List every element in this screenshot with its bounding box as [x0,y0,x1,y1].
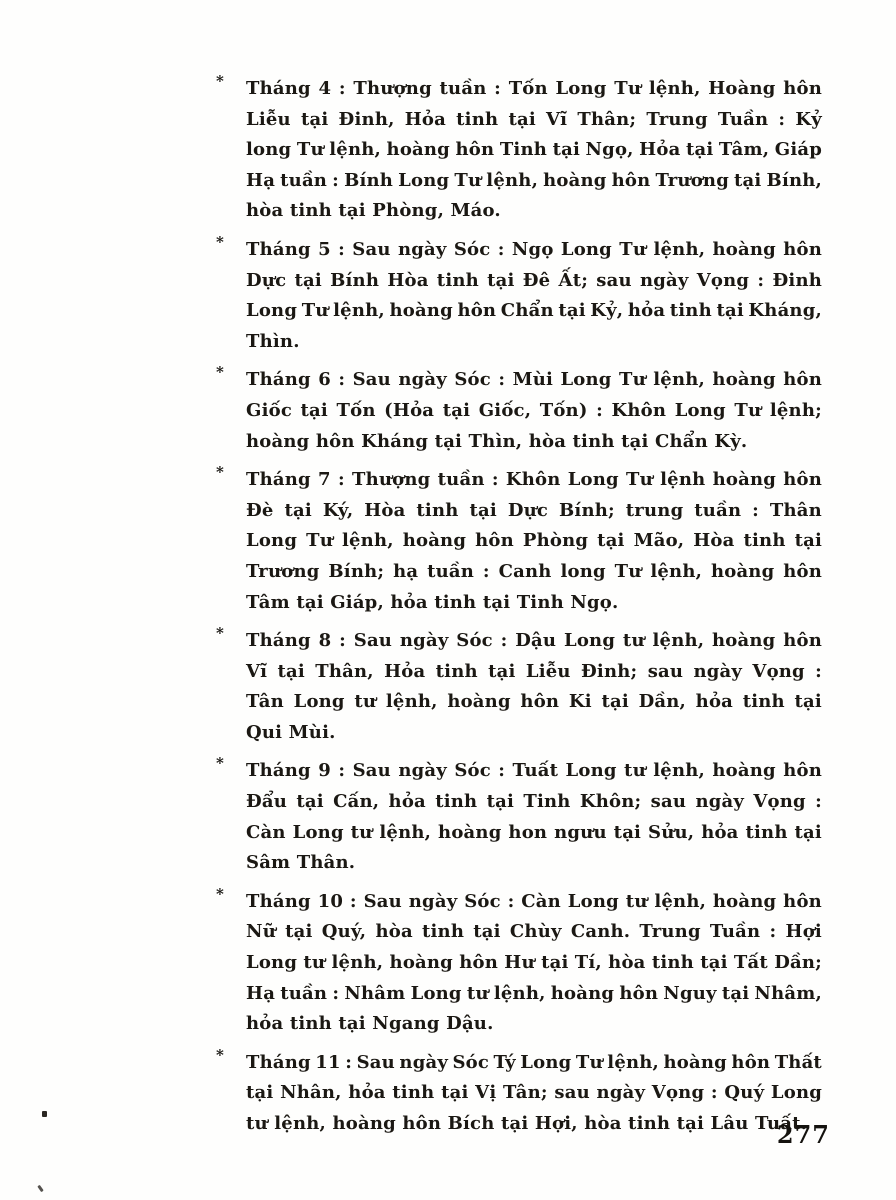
text-line [246,105,822,136]
text-line-content: Qui Mùi. [246,721,336,743]
text-line [246,756,822,787]
text-line-content: Sâm Thân. [246,852,356,874]
asterisk-bullet-icon: * [216,463,224,482]
text-line-content: Long tư lệnh, hoàng hôn Hư tại Tí, hòa tinh tại Tất Dần; [246,952,822,974]
text-line-content: Hạ tuần : Nhâm Long tư lệnh, hoàng hôn Nguy tại Nhâm, [246,982,822,1004]
text-line-content: Tháng 4 : Thượng tuần : Tốn Long Tư lệnh, Hoàng hôn [246,78,823,99]
page-content [216,72,823,1148]
text-line-content: Tháng 6 : Sau ngày Sóc : Mùi Long Tư lệnh, hoàng hôn [246,369,823,391]
text-line [246,74,822,105]
text-line [246,787,822,818]
bulleted-paragraph [216,463,823,618]
text-line [246,1109,822,1140]
text-line [246,626,822,657]
asterisk-bullet-icon: * [216,232,224,251]
bulleted-paragraph [216,1045,823,1140]
text-line [246,887,822,918]
text-line-content: Long Tư lệnh, hoàng hôn Chẩn tại Kỷ, hỏa tinh tại Kháng, [246,300,822,322]
text-line [246,135,822,166]
text-line [246,718,822,749]
text-line-content: Càn Long tư lệnh, hoàng hon ngưu tại Sửu, hỏa tinh tại [246,821,822,843]
text-line [246,496,822,527]
scan-speck [42,1111,47,1117]
text-line-content: Tháng 11 : Sau ngày Sóc Tý Long Tư lệnh, hoàng hôn Thất [246,1051,822,1073]
text-line-content: Tháng 8 : Sau ngày Sóc : Dậu Long tư lệnh, hoàng hôn [246,630,823,652]
bulleted-paragraph [216,754,822,878]
text-line-content: hòa tinh tại Phòng, Máo. [246,200,501,222]
text-line [246,396,822,427]
text-line [246,588,822,619]
text-line [246,327,822,358]
bulleted-paragraph [216,72,823,227]
text-line [246,557,822,588]
text-line-content: Tháng 10 : Sau ngày Sóc : Càn Long tư lệnh, hoàng hôn [246,890,822,912]
bulleted-paragraph [216,232,823,357]
text-line-content: Nữ tại Quý, hòa tinh tại Chùy Canh. Trung Tuần : Hợi [246,921,822,943]
text-line [246,917,822,948]
page-number: 277 [776,1120,830,1149]
scan-speck [37,1185,43,1192]
text-line-content: Đè tại Ký, Hòa tinh tại Dực Bính; trung tuần : Thân [246,499,822,521]
asterisk-bullet-icon: * [216,363,224,382]
text-line-content: Vĩ tại Thân, Hỏa tinh tại Liễu Đinh; sau ngày Vọng : [246,660,823,682]
text-line-content: Hạ tuần : Bính Long Tư lệnh, hoàng hôn Trương tại Bính, [246,169,823,191]
text-line-content: tư lệnh, hoàng hôn Bích tại Hợi, hòa tinh tại Lâu Tuất. [246,1113,808,1134]
text-line [246,235,822,266]
text-line [246,848,822,879]
text-line-content: hỏa tinh tại Ngang Dậu. [246,1013,494,1035]
text-line [246,1078,822,1109]
asterisk-bullet-icon: * [216,624,224,643]
text-line-content: Liễu tại Đinh, Hỏa tinh tại Vĩ Thân; Trung Tuần : Kỷ [246,108,822,130]
text-line [246,465,822,496]
text-line-content: tại Nhân, hỏa tinh tại Vị Tân; sau ngày Vọng : Quý Long [246,1082,823,1104]
text-line [246,166,822,197]
bulleted-paragraph [216,363,823,457]
text-line-content: Tâm tại Giáp, hỏa tinh tại Tinh Ngọ. [246,591,619,613]
text-line-content: Tân Long tư lệnh, hoàng hôn Ki tại Dần, hỏa tinh tại [246,691,822,713]
text-line [246,266,822,297]
asterisk-bullet-icon: * [216,754,224,773]
text-line [246,427,822,458]
text-line-content: long Tư lệnh, hoàng hôn Tinh tại Ngọ, Hỏa tại Tâm, Giáp [246,139,823,161]
asterisk-bullet-icon: * [216,884,224,903]
text-line [246,526,822,557]
text-line-content: Tháng 7 : Thượng tuần : Khôn Long Tư lệnh hoàng hôn [246,469,823,491]
bulleted-paragraph [216,884,822,1040]
text-line [246,365,822,396]
text-line [246,818,822,849]
text-line [246,296,822,327]
text-line-content: Tháng 5 : Sau ngày Sóc : Ngọ Long Tư lệnh, hoàng hôn [246,238,823,260]
text-line-content: Dực tại Bính Hòa tinh tại Đê Ất; sau ngày Vọng : Đinh [246,269,823,291]
text-line-content: Long Tư lệnh, hoàng hôn Phòng tại Mão, Hòa tinh tại [246,530,823,552]
text-line [246,196,822,227]
text-line-content: Tháng 9 : Sau ngày Sóc : Tuất Long tư lệnh, hoàng hôn [246,760,822,782]
bulleted-paragraph [216,624,823,748]
text-line-content: Thìn. [246,330,300,352]
text-line [246,948,822,979]
text-line [246,1009,822,1040]
text-line [246,979,822,1010]
text-line-content: Giốc tại Tốn (Hỏa tại Giốc, Tốn) : Khôn Long Tư lệnh; [246,399,822,421]
text-line-content: hoàng hôn Kháng tại Thìn, hòa tinh tại Chẩn Kỳ. [246,430,748,452]
text-line-content: Đẩu tại Cấn, hỏa tinh tại Tinh Khôn; sau ngày Vọng : [246,791,822,813]
text-line-content: Trương Bính; hạ tuần : Canh long Tư lệnh, hoàng hôn [246,560,823,582]
text-line [246,687,822,718]
text-line [246,1048,822,1079]
asterisk-bullet-icon: * [216,72,224,90]
text-line [246,657,822,688]
asterisk-bullet-icon: * [216,1045,224,1064]
